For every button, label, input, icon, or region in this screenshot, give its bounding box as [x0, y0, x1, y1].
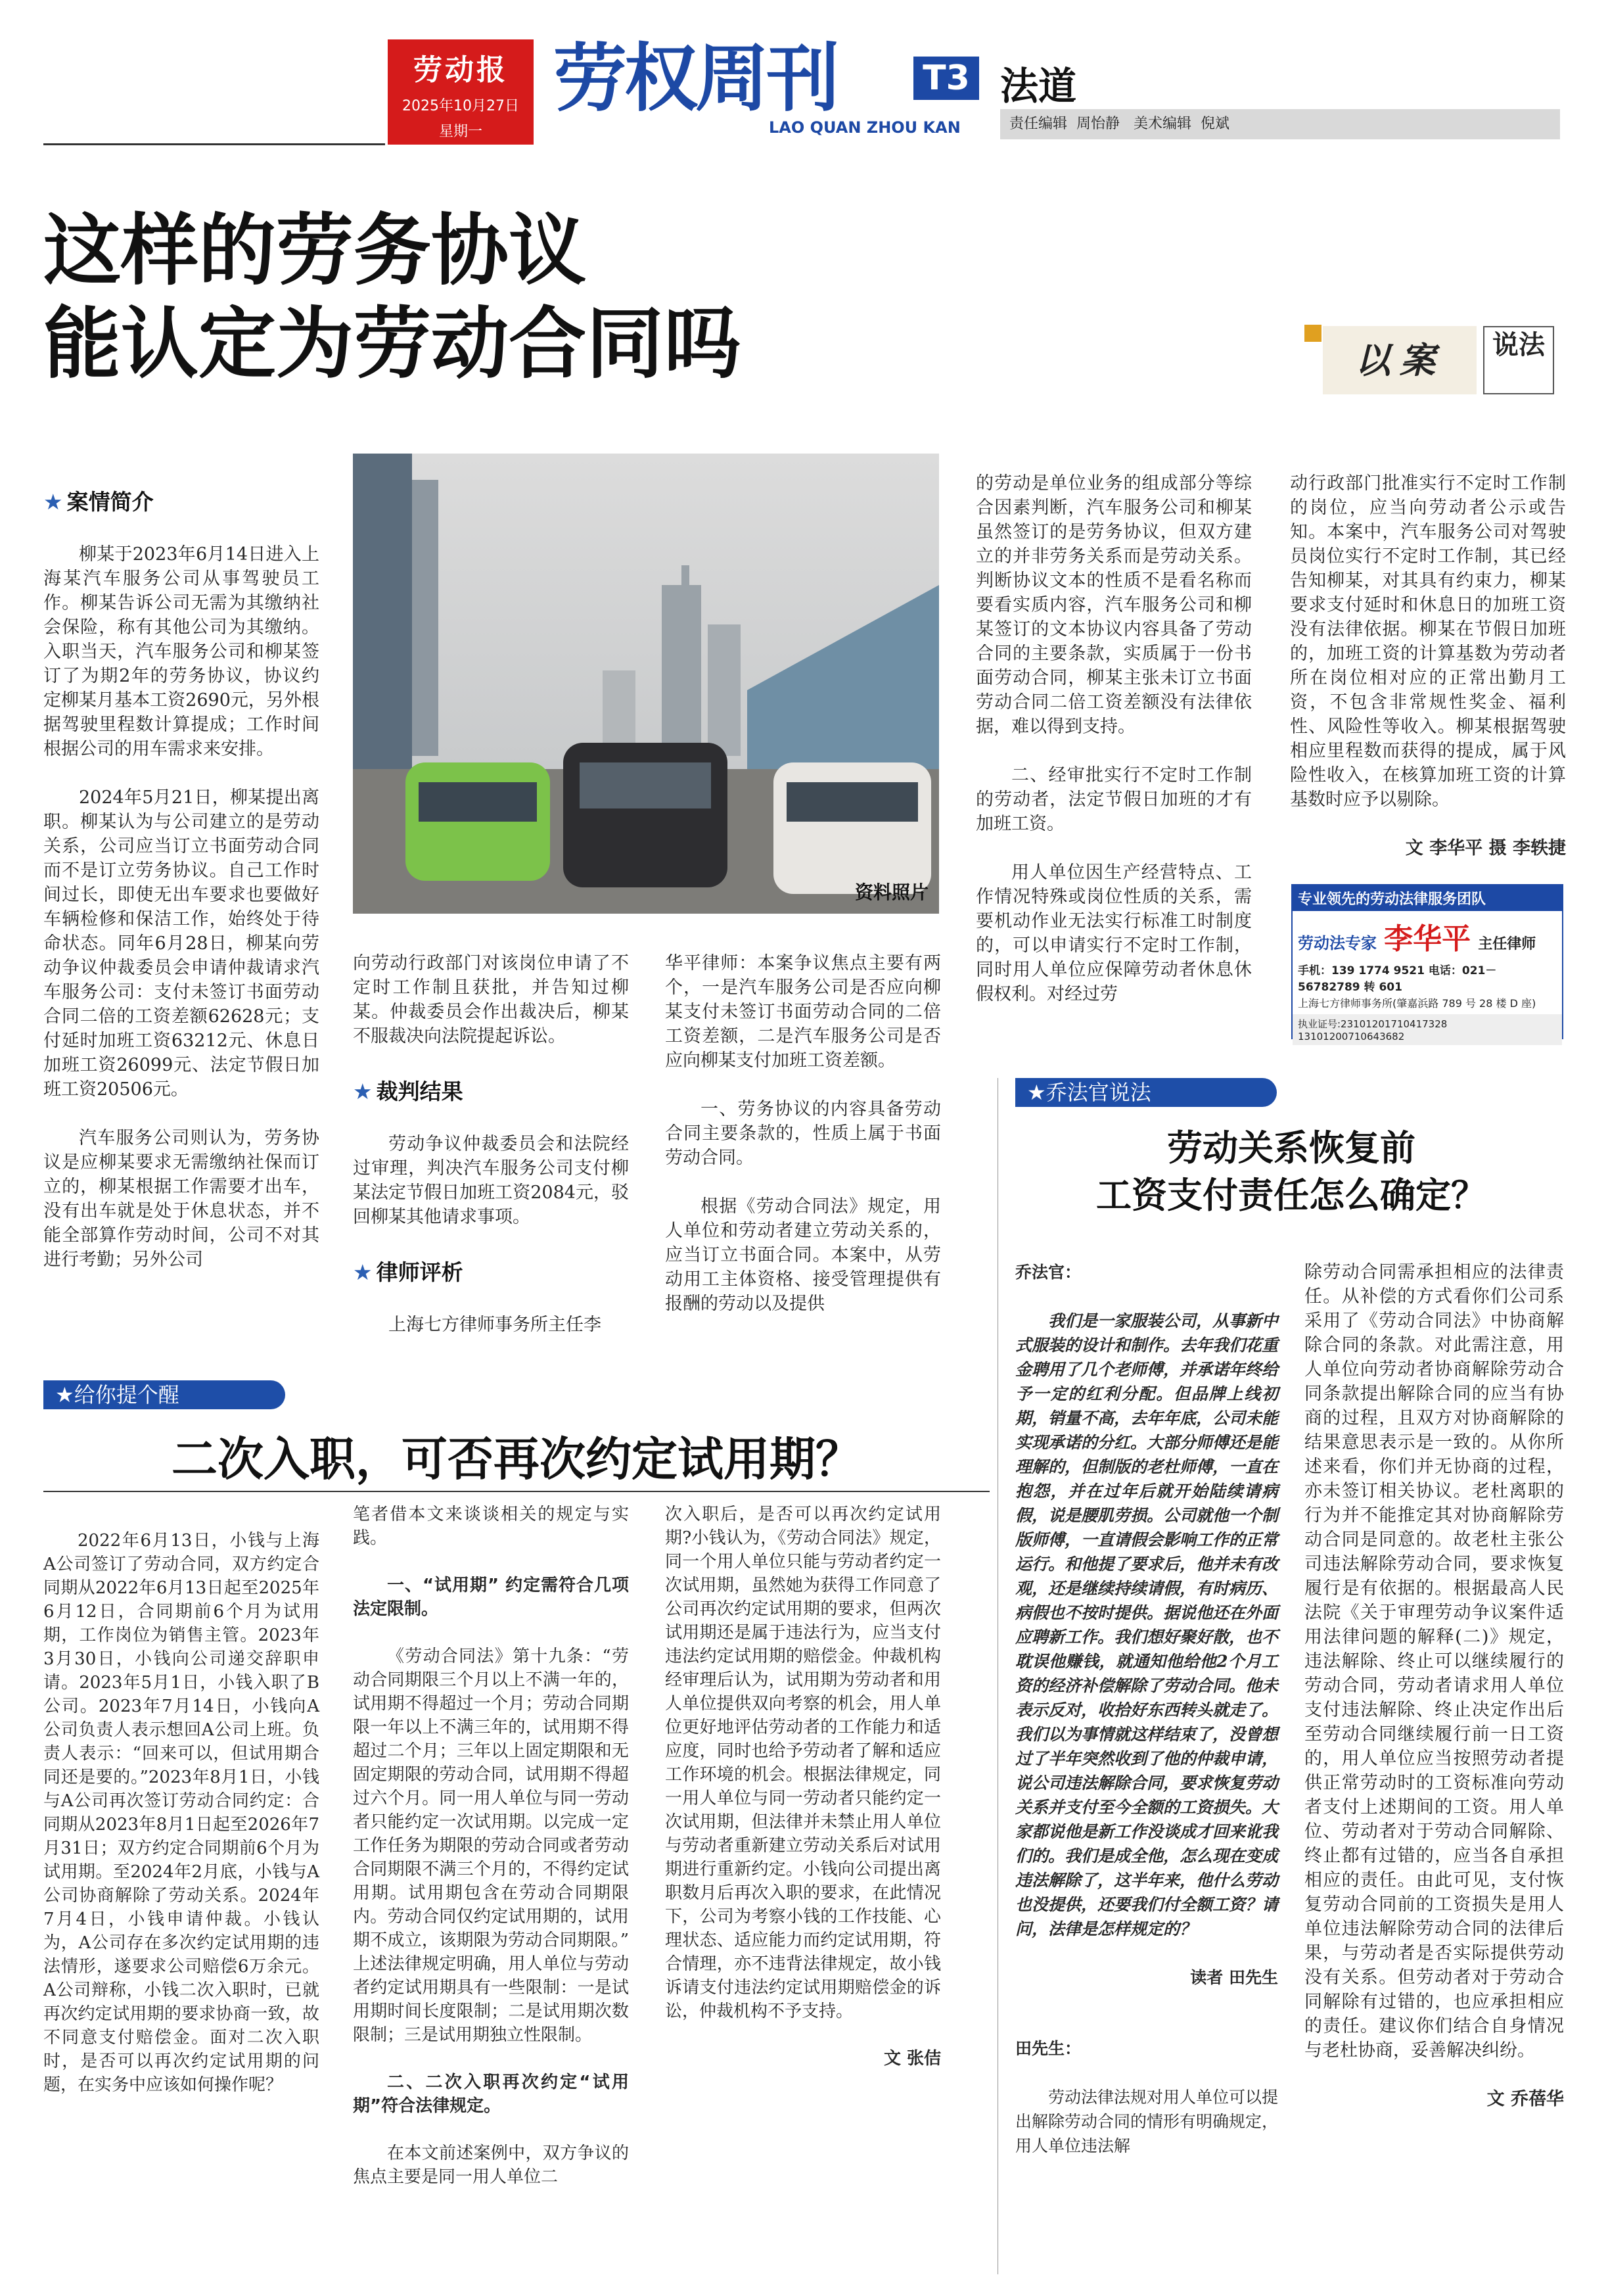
lead-title-line1: 这样的劳务协议: [43, 205, 587, 296]
probation-col-3: [665, 1479, 941, 2094]
qa-reader: 读者 田先生: [1190, 1968, 1278, 1987]
probation-title: 二次入职，可否再次约定试用期？: [172, 1432, 861, 1486]
probation-col2-paragraph-1: 笔者借本文来谈谈相关的规定与实践。: [353, 1505, 629, 1548]
editors-text: 责任编辑 周怡静 美术编辑 倪斌: [1009, 116, 1229, 132]
qa-letter: 我们是一家服装公司，从事新中式服装的设计和制作。去年我们花重金聘用了几个老师傅，并承诺年终给予一定的红利分配。但品牌上线初期，销量不高，去年年底，公司未能实现承诺的分红。大部分师傅还是能理解的，但制版的老杜师傅，一直在抱怨，并在过年后就开始陆续请病假，说是腰肌劳损。公司就他一个制版师傅，一直请假会影响工作的正常运行。和他提了要求后，他并未有改观，还是继续持续请假，有时病历、病假也不按时提供。据说他还在外面应聘新工作。我们想好聚好散，也不耽误他赚钱，就通知他给他2个月工资的经济补偿解除了劳动合同。他未表示反对，收拾好东西转头就走了。我们以为事情就这样结束了，没曾想过了半年突然收到了他的仲裁申请，说公司违法解除合同，要求恢复劳动关系并支付至今全额的工资损失。大家都说他是新工作没谈成才回来讹我们的。我们是成全他，怎么现在变成违法解除了，这半年来，他什么劳动也没提供，还要我们付全额工资？请问，法律是怎样规定的？: [1015, 1311, 1279, 1938]
probation-paragraph-1: 2022年6月13日，小钱与上海A公司签订了劳动合同，双方约定合同期从2022年6月13日起至2025年6月12日，合同期前6个月为试用期，工作岗位为销售主管。2023年3月30日，小钱向公司递交辞职申请。2023年5月1日，小钱入职了B公司。2023年7月14日，小钱向A公司负责人表示想回A公司上班。负责人表示：“回来可以，但试用期合同还是要的。”2023年8月1日，小钱与A公司再次签订劳动合同约定：合同期从2023年8月1日起至2026年7月31日；双方约定合同期前6个月为试用期。至2024年2月底，小钱与A公司协商解除了劳动关系。2024年7月4日，小钱申请仲裁。小钱认为，A公司存在多次约定试用期的违法情形，遂要求公司赔偿6万余元。A公司辩称，小钱二次入职时，已就再次约定试用期的要求协商一致，故不同意支付赔偿金。面对二次入职时，是否可以再次约定试用期的问题，在实务中应该如何操作呢？: [43, 1531, 319, 2095]
probation-col2-paragraph-3: 在本文前述案例中，双方争议的焦点主要是同一用人单位二: [353, 2144, 629, 2187]
qa-title-line1: 劳动关系恢复前: [1167, 1127, 1415, 1169]
heading-case-text: 案情简介: [66, 489, 154, 515]
heading-comment: [353, 1260, 629, 1284]
comment-paragraph-1: 上海七方律师事务所主任李: [388, 1315, 601, 1335]
col4-paragraph-3: 用人单位因生产经营特点、工作情况特殊或岗位性质的关系，需要机动作业无法实行标准工时制度的，可以申请实行不定时工作制，同时用人单位应保障劳动者休息休假权利。对经过劳: [976, 862, 1252, 1004]
lead-col-3: [665, 927, 941, 1340]
qa-reply-paragraph-2: 除劳动合同需承担相应的法律责任。从补偿的方式看你们公司系采用了《劳动合同法》中协商解除合同的条款。对此需注意，用人单位向劳动者协商解除劳动合同条款提出解除合同的应当有协商的过程，且双方对协商解除的结果意思表示是一致的。从你所述来看，你们并无协商的过程，亦未签订相关协议。老杜离职的行为并不能推定其对协商解除劳动合同是同意的。故老杜主张公司违法解除劳动合同，要求恢复履行是有依据的。根据最高人民法院《关于审理劳动争议案件适用法律问题的解释(二)》规定，违法解除、终止可以继续履行的劳动合同，劳动者请求用人单位支付违法解除、终止决定作出后至劳动合同继续履行前一日工资的，用人单位应当按照劳动者提供正常劳动时的工资标准向劳动者支付上述期间的工资。用人单位、劳动者对于劳动合同解除、终止都有过错的，应当各自承担相应的责任。由此可见，支付恢复劳动合同前的工资损失是用人单位违法解除劳动合同的法律后果，与劳动者是否实际提供劳动没有关系。但劳动者对于劳动合同解除有过错的，也应承担相应的责任。建议你们结合自身情况与老杜协商，妥善解决纠纷。: [1304, 1262, 1564, 2061]
heading-verdict-text: 裁判结果: [376, 1079, 463, 1104]
col4-paragraph-2: 二、经审批实行不定时工作制的劳动者，法定节假日加班的才有加班工资。: [976, 765, 1252, 834]
probation-col-2: [353, 1479, 629, 2213]
case-paragraph-2: 2024年5月21日，柳某提出离职。柳某认为与公司建立的是劳动关系，公司应当订立书面劳动合同而不是订立劳务协议。自己工作时间过长，即使无出车要求也要做好车辆检修和保洁工作，始终处于待命状态。同年6月28日，柳某向劳动争议仲裁委员会申请仲裁请求汽车服务公司：支付未签订书面劳动合同二倍的工资差额62628元；支付延时加班工资63212元、休息日加班工资26099元、法定节假日加班工资20506元。: [43, 787, 319, 1100]
ad-phone: 手机：139 1774 9521 电话：021－56782789 转 601: [1298, 964, 1497, 994]
traffic-photo-illustration: [353, 454, 939, 914]
qa-reply-paragraph-1: 劳动法律法规对用人单位可以提出解除劳动合同的情形有明确规定，用人单位违法解: [1015, 2088, 1279, 2155]
heading-verdict: [353, 1079, 629, 1104]
heading-case: [43, 490, 319, 514]
heading-comment-text: 律师评析: [376, 1259, 463, 1285]
probation-col-1: [43, 1505, 319, 2120]
editors-bar: [1000, 109, 1560, 139]
col5-paragraph-1: 动行政部门批准实行不定时工作制的岗位，应当向劳动者公示或告知。本案中，汽车服务公司对驾驶员岗位实行不定时工作制，其已经告知柳某，对其具有约束力，柳某要求支付延时和休息日的加班工资没有法律依据。柳某在节假日加班的，加班工资的计算基数为劳动者所在岗位相对应的正常出勤月工资，不包含非常规性奖金、福利性、风险性等收入。柳某根据驾驶相应里程数而获得的提成，属于风险性收入，在核算加班工资的计算基数时应予以剔除。: [1290, 473, 1566, 810]
ad-role: 主任律师: [1478, 936, 1536, 952]
case-paragraph-1: 柳某于2023年6月14日进入上海某汽车服务公司从事驾驶员工作。柳某告诉公司无需为其缴纳社会保险，称有其他公司为其缴纳。入职当天，汽车服务公司和柳某签订了为期2年的劳务协议，协议约定柳某月基本工资2690元，另外根据驾驶里程数计算提成；工作时间根据公司的用车需求来安排。: [43, 544, 319, 759]
col2-paragraph-1: 向劳动行政部门对该岗位申请了不定时工作制且获批，并告知过柳某。仲裁委员会作出裁决后，柳某不服裁决向法院提起诉讼。: [353, 953, 629, 1046]
case-paragraph-3: 汽车服务公司则认为，劳务协议是应柳某要求无需缴纳社保而订立的，柳某根据工作需要才出车，没有出车就是处于休息状态，并不能全部算作劳动时间，公司不对其进行考勤；另外公司: [43, 1128, 319, 1270]
issue-weekday: 星期一: [438, 124, 482, 140]
traffic-photo: [353, 454, 939, 914]
lead-col-1: [43, 459, 319, 1296]
lead-col-4: [976, 447, 1252, 1031]
ad-name-row: [1293, 911, 1562, 961]
paper-logo-box: [388, 39, 534, 145]
qa-band: [1015, 1078, 1277, 1107]
photo-caption: 资料照片: [854, 881, 929, 903]
ad-slogan: 专业领先的劳动法律服务团队: [1293, 885, 1562, 911]
lead-title: [43, 204, 1029, 390]
qa-title-line2: 工资支付责任怎么确定？: [1096, 1174, 1486, 1216]
ad-license: 执业证号:23101201710417328 13101200710643682: [1293, 1014, 1562, 1045]
page-topic: 法道: [1000, 64, 1077, 108]
qa-to: 乔法官：: [1015, 1263, 1082, 1282]
qa-col-2: [1304, 1236, 1564, 2136]
ad-label: 劳动法专家: [1298, 934, 1377, 952]
ad-name: 李华平: [1384, 922, 1471, 956]
probation-band-star: ★: [55, 1382, 74, 1407]
qa-reply-to: 田先生：: [1015, 2039, 1082, 2058]
star-icon: ★: [353, 1079, 373, 1104]
probation-byline: 文 张佶: [883, 2049, 941, 2069]
badge-right: 说法: [1483, 326, 1554, 394]
section-name: [553, 36, 895, 122]
probation-band-text: 给你提个醒: [74, 1382, 179, 1407]
paper-name: 劳动报: [413, 53, 508, 87]
lead-byline: 文 李华平 摄 李轶捷: [1405, 838, 1566, 858]
probation-subheading-2: 二、二次入职再次约定“试用期”符合法律规定。: [353, 2073, 629, 2116]
qa-byline: 文 乔蓓华: [1486, 2089, 1564, 2109]
probation-col2-paragraph-2: 《劳动合同法》第十九条：“劳动合同期限三个月以上不满一年的，试用期不得超过一个月；劳动合同期限一年以上不满三年的，试用期不得超过二个月；三年以上固定期限和无固定期限的劳动合同，试用期不得超过六个月。同一用人单位与同一劳动者只能约定一次试用期。以完成一定工作任务为期限的劳动合同或者劳动合同期限不满三个月的，不得约定试用期。试用期包含在劳动合同期限内。劳动合同仅约定试用期的，试用期不成立，该期限为劳动合同期限。” 上述法律规定明确，用人单位与劳动者约定试用期具有一些限制：一是试用期时间长度限制；二是试用期次数限制；三是试用期独立性限制。: [353, 1647, 629, 2045]
probation-subheading-1: 一、“试用期” 约定需符合几项法定限制。: [353, 1576, 629, 1619]
qa-col-1: [1015, 1236, 1278, 2182]
qa-band-text: 乔法官说法: [1045, 1080, 1151, 1105]
section-name-text: 劳权周刊: [553, 36, 837, 122]
col3-paragraph-3: 根据《劳动合同法》规定，用人单位和劳动者建立劳动关系的，应当订立书面合同。本案中，从劳动用工主体资格、接受管理提供有报酬的劳动以及提供: [665, 1196, 941, 1314]
lead-col-5: [1290, 447, 1566, 885]
issue-date: 2025年10月27日: [402, 98, 519, 114]
col3-paragraph-2: 一、劳务协议的内容具备劳动合同主要条款的，性质上属于书面劳动合同。: [665, 1099, 941, 1168]
page-number-badge: T3: [913, 57, 979, 100]
masthead-left-rule: [43, 143, 385, 145]
ad-address: 上海七方律师事务所(肇嘉浜路 789 号 28 楼 D 座): [1298, 997, 1536, 1010]
qa-title: [1015, 1124, 1567, 1219]
lawyer-ad: [1291, 884, 1563, 1043]
col4-paragraph-1: 的劳动是单位业务的组成部分等综合因素判断，汽车服务公司和柳某虽然签订的是劳务协议，但双方建立的并非劳务关系而是劳动关系。判断协议文本的性质不是看名称而要看实质内容，汽车服务公司和柳某签订的文本协议内容具备了劳动合同的主要条款，实质属于一份书面劳动合同，柳某主张未订立书面劳动合同二倍工资差额没有法律依据，难以得到支持。: [976, 473, 1252, 737]
case-badge: [1304, 322, 1565, 400]
lead-title-line2: 能认定为劳动合同吗: [43, 298, 742, 389]
star-icon: ★: [43, 489, 63, 515]
col3-paragraph-1: 华平律师：本案争议焦点主要有两个，一是汽车服务公司是否应向柳某支付未签订书面劳动合同的二倍工资差额，二是汽车服务公司是否应向柳某支付加班工资差额。: [665, 953, 941, 1071]
probation-band: [43, 1380, 285, 1409]
qa-band-star: ★: [1027, 1080, 1046, 1105]
badge-icon: [1304, 325, 1321, 342]
lead-col-2: [353, 927, 629, 1361]
masthead: [0, 0, 1608, 148]
probation-col3-paragraph-1: 次入职后，是否可以再次约定试用期?小钱认为，《劳动合同法》规定，同一个用人单位只能与劳动者约定一次试用期，虽然她为获得工作同意了公司再次约定试用期的要求，但两次试用期还是属于违法行为，应当支付违法约定试用期的赔偿金。仲裁机构经审理后认为，试用期为劳动者和用人单位提供双向考察的机会，用人单位更好地评估劳动者的工作能力和适应度，同时也给予劳动者了解和适应工作环境的机会。根据法律规定，同一用人单位与同一劳动者只能约定一次试用期，但法律并未禁止用人单位与劳动者重新建立劳动关系后对试用期进行重新约定。小钱向公司提出离职数月后再次入职的要求，在此情况下，公司为考察小钱的工作技能、心理状态、适应能力而约定试用期，符合情理，亦不违背法律规定，故小钱诉请支付违法约定试用期赔偿金的诉讼，仲裁机构不予支持。: [665, 1505, 941, 2021]
section-pinyin: LAO QUAN ZHOU KAN: [769, 118, 961, 137]
star-icon: ★: [353, 1259, 373, 1285]
badge-left: 以案: [1323, 326, 1477, 394]
verdict-paragraph: 劳动争议仲裁委员会和法院经过审理，判决汽车服务公司支付柳某法定节假日加班工资2084元，驳回柳某其他请求事项。: [353, 1134, 629, 1227]
